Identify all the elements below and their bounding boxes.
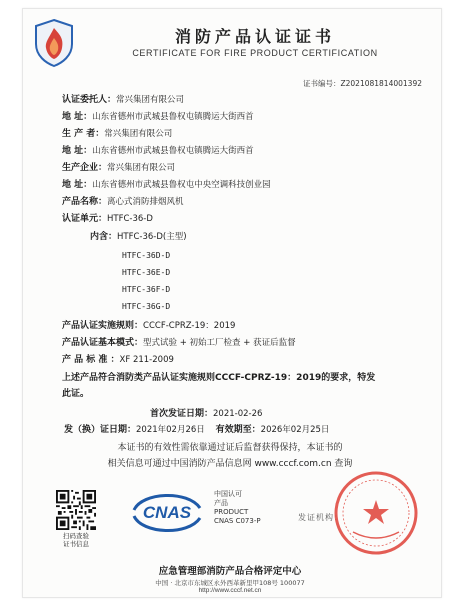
- model-list-item: HTFC-36D-D: [122, 251, 171, 260]
- field-unit: [62, 213, 153, 225]
- field-product-value: 离心式消防排烟风机: [107, 197, 184, 207]
- field-unit-value: HTFC-36-D: [107, 214, 153, 224]
- first-issue-date: [150, 408, 262, 420]
- statement-line-1: 上述产品符合消防类产品认证实施规则CCCF-CPRZ-19：2019的要求，特发: [62, 373, 376, 383]
- reissue-date-value: 2021年02月26日: [136, 425, 205, 435]
- official-seal-icon: [333, 470, 419, 556]
- cnas-info-line: CNAS C073-P: [214, 517, 261, 525]
- cnas-accreditation-info: [214, 490, 261, 526]
- field-standard: [62, 354, 174, 366]
- qr-code-icon[interactable]: [56, 490, 96, 530]
- first-issue-date-value: 2021-02-26: [213, 409, 263, 419]
- certificate-number-value: Z2021081814001392: [340, 79, 422, 88]
- qr-caption-line: 证书信息: [63, 540, 89, 548]
- model-list-item: HTFC-36E-D: [122, 268, 171, 277]
- field-rule-value: CCCF-CPRZ-19：2019: [143, 321, 236, 331]
- reissue-date-label: 发（换）证日期：: [64, 425, 137, 435]
- certificate-subtitle: CERTIFICATE FOR FIRE PRODUCT CERTIFICATION: [132, 48, 378, 58]
- certificate-number-label: 证书编号：: [303, 79, 341, 88]
- field-factory-label: 生产企业：: [62, 163, 108, 173]
- issuer-signature-label: 发证机构：: [298, 513, 343, 522]
- footer-organization: 应急管理部消防产品合格评定中心: [158, 566, 302, 577]
- field-standard-value: XF 211-2009: [119, 355, 174, 365]
- cnas-info-line: 产品: [214, 499, 228, 507]
- field-client-value: 常兴集团有限公司: [116, 95, 185, 105]
- field-client-label: 认证委托人：: [62, 95, 117, 105]
- cnas-info-line: 中国认可: [214, 490, 242, 498]
- first-issue-date-label: 首次发证日期：: [150, 409, 214, 419]
- qr-caption: [54, 532, 98, 548]
- field-mode-value: 型式试验 + 初始工厂检查 + 获证后监督: [143, 338, 296, 348]
- model-list-item: HTFC-36-D(主型): [117, 232, 187, 242]
- field-mode-label: 产品认证基本模式：: [62, 338, 144, 348]
- valid-until-label: 有效期至：: [215, 425, 261, 435]
- cnas-info-line: PRODUCT: [214, 508, 249, 516]
- cnas-logo-text: CNAS: [142, 503, 192, 522]
- field-producer-label: 生 产 者：: [62, 129, 105, 139]
- field-address-2-label: 地 址：: [62, 146, 93, 156]
- field-standard-label: 产 品 标 准 ：: [62, 355, 120, 365]
- qr-caption-line: 扫码查验: [63, 532, 89, 540]
- notice-line-1: 本证书的有效性需依靠通过证后监督获得保持，本证书的: [117, 443, 343, 453]
- field-contains: [90, 231, 187, 243]
- field-producer: [62, 128, 172, 140]
- fire-certification-logo-icon: [32, 18, 76, 68]
- field-rule: [62, 320, 235, 332]
- field-factory-value: 常兴集团有限公司: [107, 163, 176, 173]
- field-producer-value: 常兴集团有限公司: [104, 129, 173, 139]
- notice-line-2: 相关信息可通过中国消防产品信息网 www.cccf.com.cn 查询: [107, 459, 353, 469]
- statement-line-2: 此证。: [62, 389, 90, 399]
- model-list-item: HTFC-36F-D: [122, 285, 171, 294]
- field-address-1: [62, 111, 254, 123]
- field-address-2-value: 山东省德州市武城县鲁权屯镇腾运大街西首: [92, 146, 254, 156]
- certificate-number: [303, 78, 422, 89]
- field-unit-label: 认证单元：: [62, 214, 108, 224]
- field-product: [62, 196, 184, 208]
- field-contains-label: 内含：: [90, 232, 118, 242]
- field-address-3-value: 山东省德州市武城县鲁权屯中央空调科技创业园: [92, 180, 271, 190]
- valid-until-value: 2026年02月25日: [260, 425, 330, 435]
- issue-and-validity-dates: [64, 424, 329, 436]
- field-mode: [62, 337, 296, 349]
- field-product-label: 产品名称：: [62, 197, 108, 207]
- field-factory: [62, 162, 175, 174]
- footer-address: 中国 · 北京市东城区永外西革新里甲108号 100077: [155, 579, 305, 587]
- field-address-3-label: 地 址：: [62, 180, 93, 190]
- field-client: [62, 94, 184, 106]
- field-rule-label: 产品认证实施规则：: [62, 321, 144, 331]
- field-address-2: [62, 145, 254, 157]
- field-address-1-value: 山东省德州市武城县鲁权屯镇腾运大街西首: [92, 112, 254, 122]
- certificate-title: 消防产品认证证书: [174, 27, 335, 46]
- cnas-logo-icon: [128, 486, 206, 538]
- model-list-item: HTFC-36G-D: [122, 302, 171, 311]
- field-address-1-label: 地 址：: [62, 112, 93, 122]
- footer-website[interactable]: http://www.cccf.net.cn: [198, 587, 262, 594]
- field-address-3: [62, 179, 271, 191]
